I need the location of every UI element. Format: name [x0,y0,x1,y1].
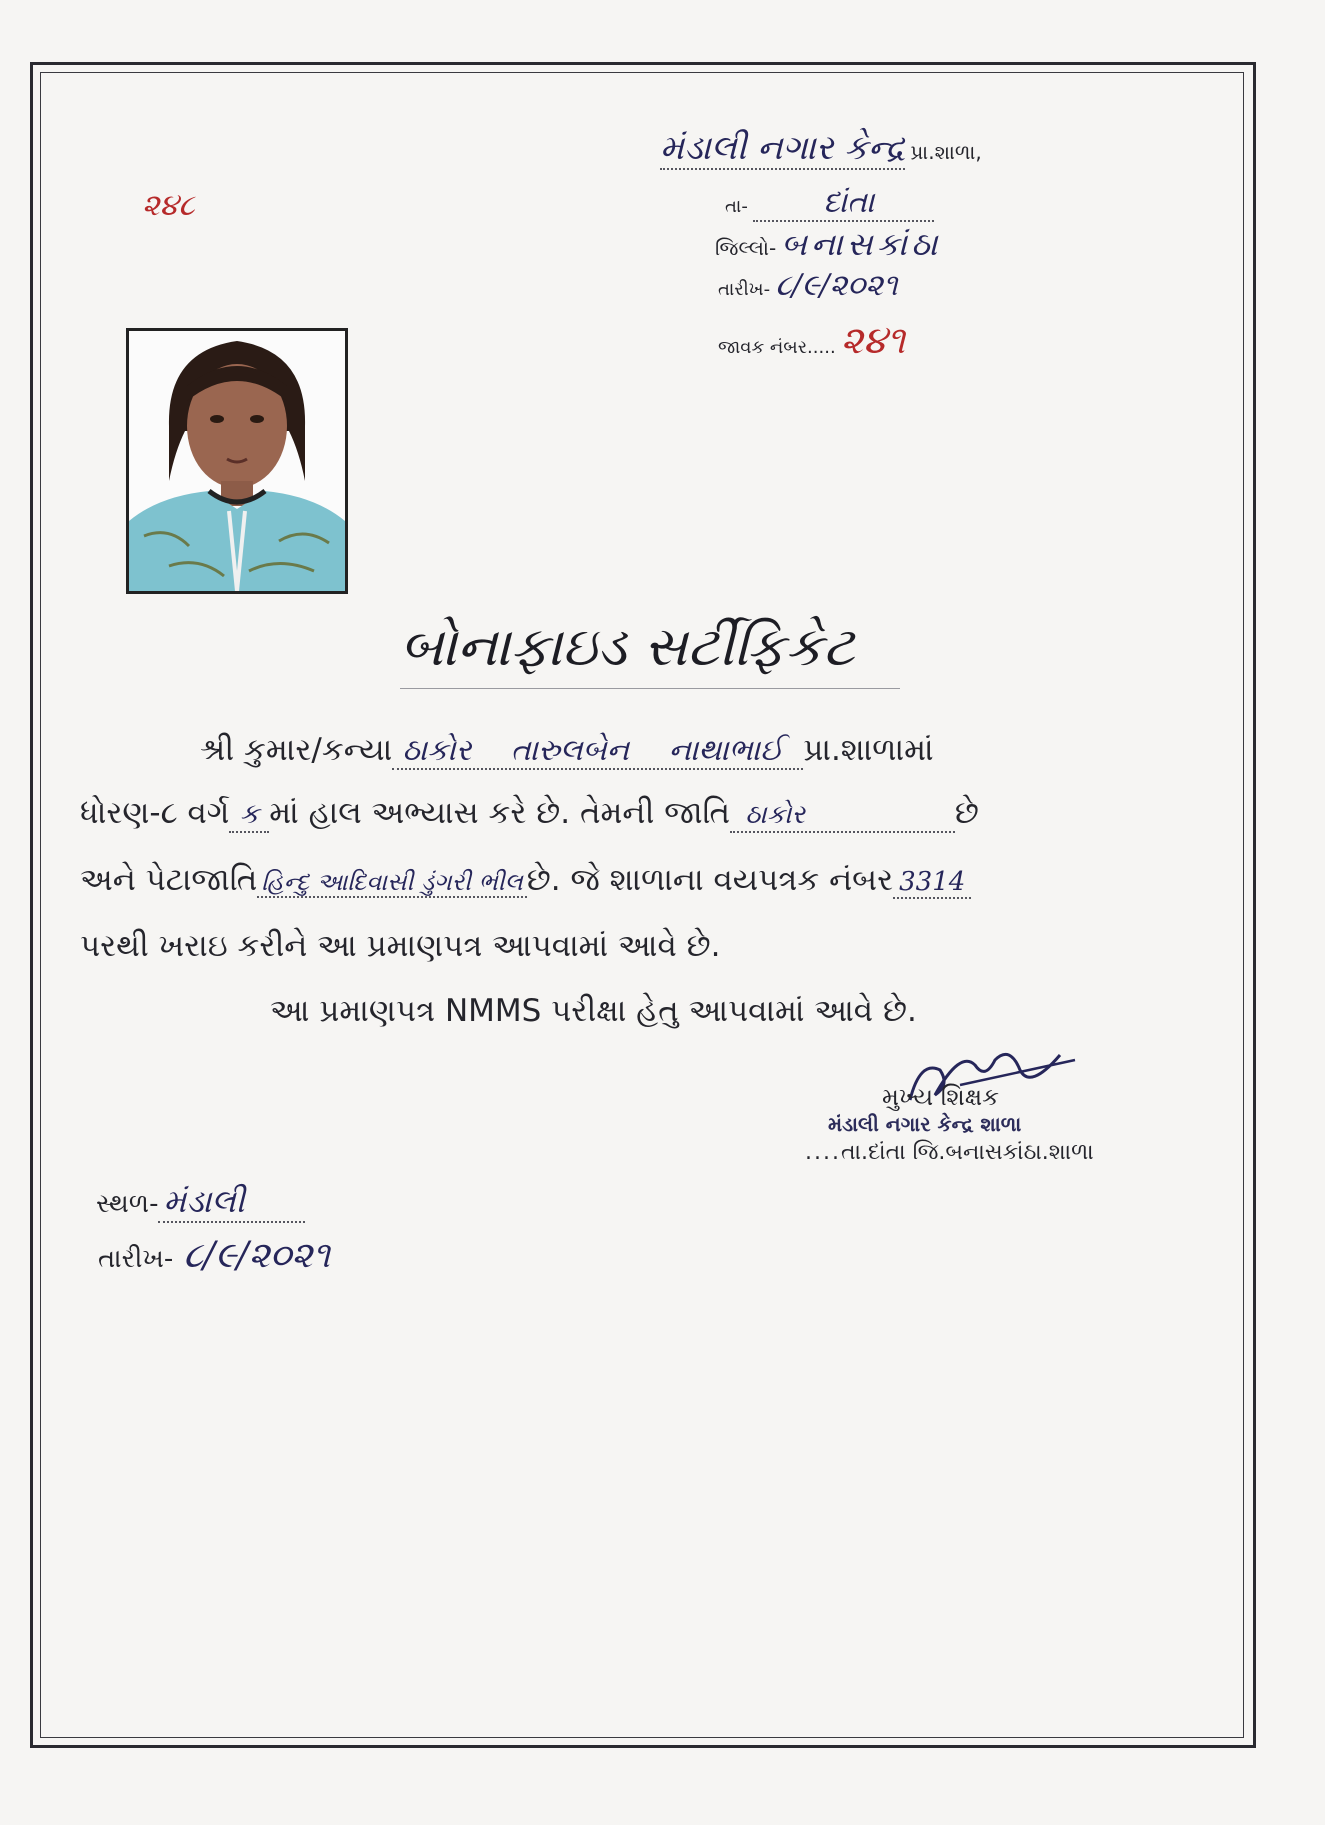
district-label: જિલ્લો- [715,236,777,260]
school-name: મંડાલી નગાર કેન્દ્ર [660,128,906,168]
register-text: છે. જે શાળાના વયપત્રક નંબર [526,862,894,898]
district-value: બનાસકાંઠા [781,225,942,263]
date-value: ૮/૯/૨૦૨૧ [775,268,898,303]
footer-date-value: ૮/૯/૨૦૨૧ [183,1235,331,1276]
footer-date-label: તારીખ- [98,1244,174,1274]
body-line-1 [200,732,934,770]
taluka-label: તા- [725,196,748,217]
date-label: તારીખ- [718,279,771,300]
header-date-line [718,268,898,303]
school-suffix: પ્રા.શાળા, [910,140,982,164]
certificate-title: બોનાફાઇડ સર્ટીફિકેટ [400,615,855,678]
header-taluka-line [725,185,934,222]
stamp-line: ....તા.દાંતા જિ.બનાસકાંઠા.શાળા [805,1140,1094,1165]
header-district-line [715,225,941,264]
stamp-school-name: મંડાલી નગાર કેન્દ્ર શાળા [828,1112,1022,1136]
header-school-line [660,128,982,170]
place-value: મંડાલી [158,1182,304,1223]
school-name-suffix: પ્રા.શાળામાં [803,732,934,768]
standard-text: ધોરણ-૮ વર્ગ [80,795,230,831]
title-underline [400,688,900,689]
subcaste-text: અને પેટાજાતિ [80,862,258,898]
margin-number: ૨૪૮ [142,188,195,223]
subcaste-value: હિન્દુ આદિવાસી ડુંગરી ભીલ [257,868,527,898]
student-photo [126,328,348,594]
footer-place-line [96,1182,305,1223]
register-number: 3314 [893,867,971,899]
principal-role: મુખ્ય શિક્ષક [882,1083,1000,1111]
student-prefix: શ્રી કુમાર/કન્યા [200,732,393,768]
footer-date-line [98,1235,330,1277]
outward-label: જાવક નંબર..... [718,337,836,358]
taluka-value: દાંતા [753,185,934,222]
caste-text: માં હાલ અભ્યાસ કરે છે. તેમની જાતિ [269,795,731,831]
student-name: ઠાકોર તારુલબેન નાથાભાઈ [392,733,803,770]
body-line-2 [80,795,979,833]
body-line-5: આ પ્રમાણપત્ર NMMS પરીક્ષા હેતુ આપવામાં આવે છે. [270,993,917,1029]
class-value: ક [229,797,269,833]
body-line-4: પરથી ખરાઇ કરીને આ પ્રમાણપત્ર આપવામાં આવે છે. [80,928,721,964]
student-portrait-image [129,331,345,591]
body-line-3 [80,862,971,899]
caste-suffix: છે [954,795,979,831]
page-border-inner [40,72,1244,1738]
caste-value: ઠાકોર [730,800,955,833]
outward-value: ૨૪૧ [840,318,906,362]
place-label: સ્થળ- [96,1189,159,1219]
stamp-address: તા.દાંતા જિ.બનાસકાંઠા.શાળા [840,1140,1094,1165]
header-outward-line [718,318,905,363]
